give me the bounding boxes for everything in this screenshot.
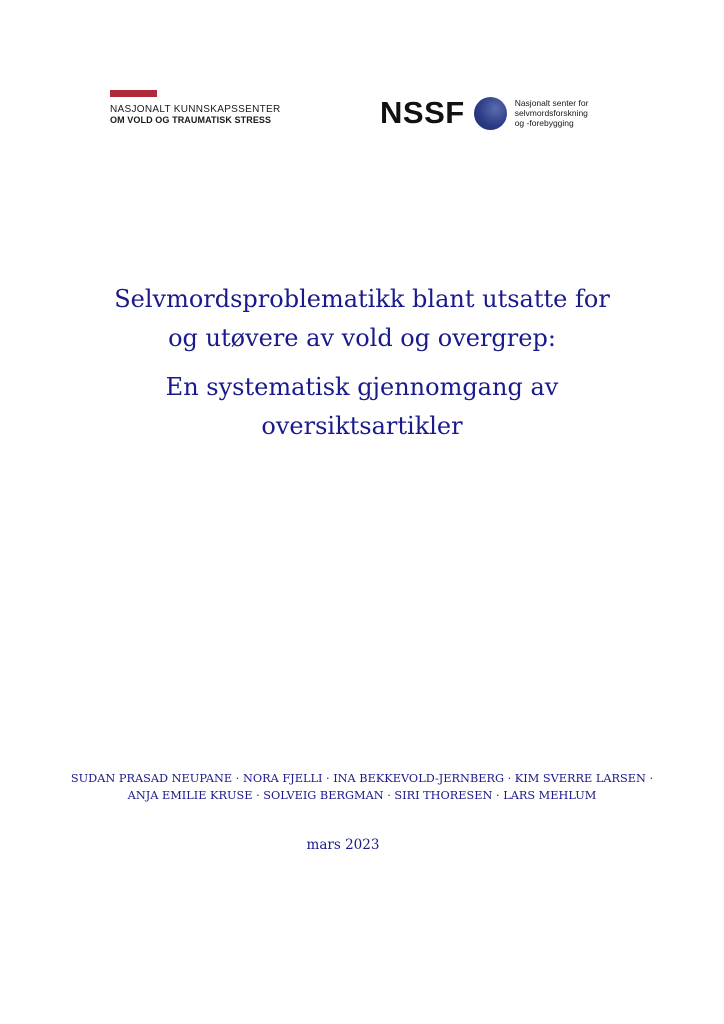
nssf-circle-icon	[474, 97, 507, 130]
nssf-logo	[380, 96, 588, 130]
nssf-tagline	[515, 98, 589, 128]
publication-date: mars 2023	[306, 837, 380, 853]
report-subtitle-line2: oversiktsartikler	[261, 412, 463, 440]
nssf-tagline-line2: selvmordsforskning	[514, 108, 588, 118]
nkvts-logo-line2: OM VOLD OG TRAUMATISK STRESS	[110, 115, 272, 125]
nkvts-logo-line1: NASJONALT KUNNSKAPSSENTER	[110, 104, 281, 115]
report-title	[0, 280, 724, 358]
nssf-tagline-line1: Nasjonalt senter for	[514, 98, 589, 108]
nssf-acronym: NSSF	[380, 95, 465, 130]
nssf-tagline-line3: og -forebygging	[514, 118, 574, 128]
nkvts-accent-bar	[110, 90, 157, 97]
author-list	[0, 770, 724, 804]
title-block	[0, 280, 724, 446]
report-title-line1: Selvmordsproblematikk blant utsatte for	[114, 285, 610, 313]
report-subtitle	[0, 368, 724, 446]
author-list-line1: SUDAN PRASAD NEUPANE · NORA FJELLI · INA BEKKEVOLD-JERNBERG · KIM SVERRE LARSEN ·	[70, 772, 654, 785]
report-subtitle-line1: En systematisk gjennomgang av	[165, 373, 559, 401]
report-title-line2: og utøvere av vold og overgrep:	[168, 324, 556, 352]
nkvts-logo	[110, 90, 300, 126]
author-list-line2: ANJA EMILIE KRUSE · SOLVEIG BERGMAN · SIRI THORESEN · LARS MEHLUM	[127, 789, 597, 802]
